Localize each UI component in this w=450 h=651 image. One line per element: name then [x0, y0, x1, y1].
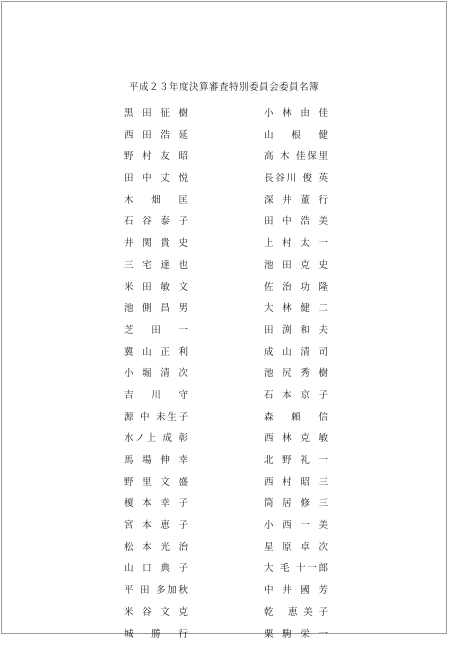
member-name: 西 村 昭 三 — [264, 478, 328, 500]
member-name: 西 田 浩 延 — [124, 131, 188, 153]
member-name: 井 関 貴 史 — [124, 239, 188, 261]
member-name: 三 宅 達 也 — [124, 261, 188, 283]
member-name: 深 井 董 行 — [264, 196, 328, 218]
member-name: 山 口 典 子 — [124, 564, 188, 586]
member-name: 吉 川 守 — [124, 391, 188, 413]
member-name: 野 村 友 昭 — [124, 152, 188, 174]
member-name: 小 堀 清 次 — [124, 369, 188, 391]
member-name: 馬 場 伸 幸 — [124, 456, 188, 478]
member-name: 栗 駒 栄 一 — [264, 630, 328, 651]
member-name: 田 渕 和 夫 — [264, 326, 328, 348]
member-name: 宮 本 恵 子 — [124, 521, 188, 543]
member-name: 木 畑 匡 — [124, 196, 188, 218]
member-name: 星 原 卓 次 — [264, 543, 328, 565]
member-name: 高 木 佳保里 — [264, 152, 328, 174]
member-name: 黒 田 征 樹 — [124, 109, 188, 131]
member-name: 榎 本 幸 子 — [124, 499, 188, 521]
member-name: 水ノ上 成 彰 — [124, 434, 188, 456]
member-name: 乾 恵美子 — [264, 608, 328, 630]
member-name: 石 谷 泰 子 — [124, 217, 188, 239]
member-name: 平 田 多加秋 — [124, 586, 188, 608]
member-name: 池 田 克 史 — [264, 261, 328, 283]
member-name: 筒 居 修 三 — [264, 499, 328, 521]
member-name: 池 側 昌 男 — [124, 304, 188, 326]
left-name-column — [124, 109, 188, 651]
member-name: 松 本 光 治 — [124, 543, 188, 565]
member-name: 北 野 礼 一 — [264, 456, 328, 478]
member-name: 上 村 太 一 — [264, 239, 328, 261]
member-name: 小 西 一 美 — [264, 521, 328, 543]
member-name: 城 勝 行 — [124, 630, 188, 651]
member-name: 池 尻 秀 樹 — [264, 369, 328, 391]
member-name: 小 林 由 佳 — [264, 109, 328, 131]
member-name: 森 頼 信 — [264, 413, 328, 435]
right-name-column — [264, 109, 328, 651]
member-name: 大 林 健 二 — [264, 304, 328, 326]
document-title: 平成２３年度決算審査特別委員会委員名簿 — [2, 79, 446, 93]
member-name: 米 田 敏 文 — [124, 283, 188, 305]
member-name: 長谷川 俊 英 — [264, 174, 328, 196]
member-name: 石 本 京 子 — [264, 391, 328, 413]
member-name: 成 山 清 司 — [264, 348, 328, 370]
member-name: 野 里 文 盛 — [124, 478, 188, 500]
member-name: 田 中 浩 美 — [264, 217, 328, 239]
member-name: 冀 山 正 利 — [124, 348, 188, 370]
member-name: 中 井 國 芳 — [264, 586, 328, 608]
member-name: 米 谷 文 克 — [124, 608, 188, 630]
member-name: 大 毛 十一郎 — [264, 564, 328, 586]
document-page — [1, 1, 447, 634]
member-name: 田 中 丈 悦 — [124, 174, 188, 196]
member-name: 山 根 健 — [264, 131, 328, 153]
member-name: 芝 田 一 — [124, 326, 188, 348]
member-name: 西 林 克 敏 — [264, 434, 328, 456]
member-name: 源 中 未生子 — [124, 413, 188, 435]
member-name: 佐 治 功 隆 — [264, 283, 328, 305]
